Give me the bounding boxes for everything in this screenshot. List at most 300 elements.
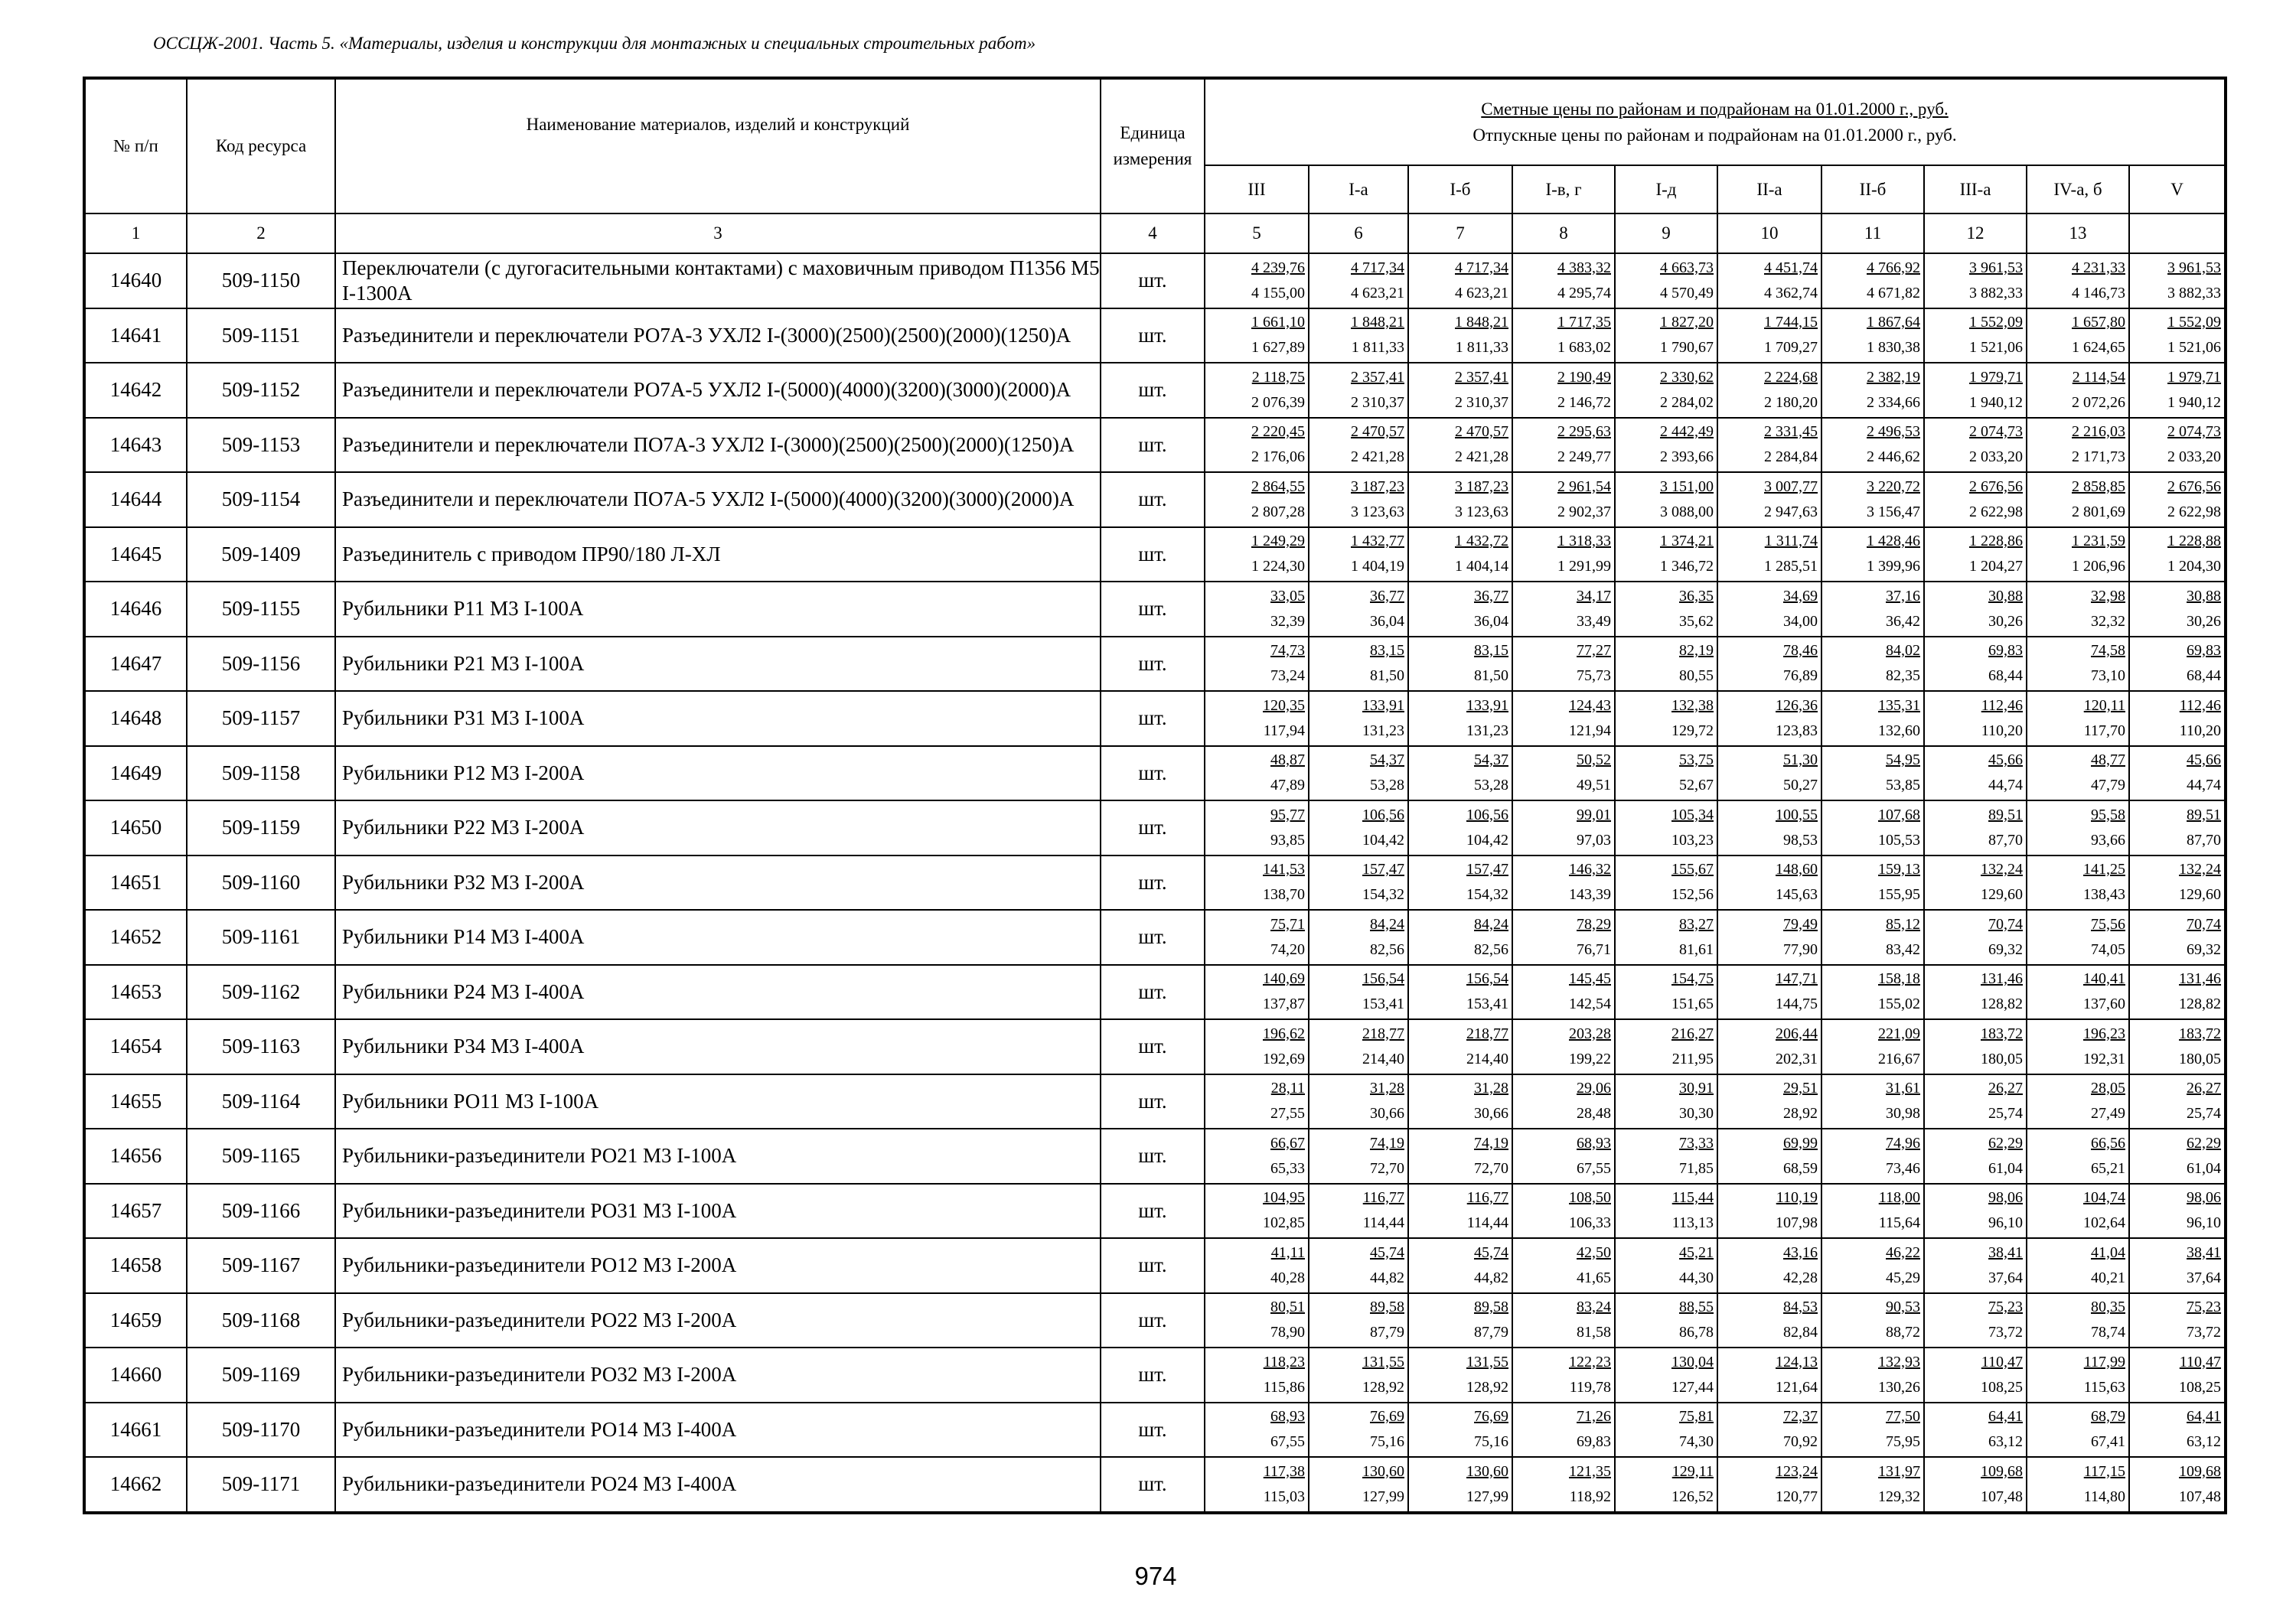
- estimate-price: 53,75: [1679, 751, 1714, 769]
- price-cell: [1717, 855, 1821, 911]
- release-price: 180,05: [1981, 1050, 2023, 1067]
- release-price: 143,39: [1569, 886, 1611, 904]
- estimate-price: 45,66: [1988, 751, 2023, 769]
- price-cell: [1408, 418, 1512, 473]
- item-name: Разъединители и переключатели ПО7А-3 УХЛ2 I-(3000)(2500)(2500)(2000)(1250)А: [335, 418, 1101, 473]
- estimate-price: 70,74: [1988, 915, 2023, 933]
- estimate-price: 155,67: [1671, 861, 1714, 878]
- item-name: Переключатели (с дугогасительными контактами) с маховичным приводом П1356 М5 I-1300А: [335, 253, 1101, 308]
- price-cell: [1821, 746, 1924, 801]
- estimate-price: 68,93: [1270, 1408, 1305, 1426]
- price-cell: [1408, 1457, 1512, 1513]
- estimate-price: 76,69: [1474, 1408, 1508, 1426]
- release-price: 214,40: [1362, 1050, 1404, 1067]
- estimate-price: 203,28: [1569, 1025, 1611, 1042]
- price-cell: [1309, 253, 1408, 308]
- resource-code: 509-1154: [187, 472, 335, 527]
- estimate-price: 115,44: [1671, 1189, 1714, 1207]
- release-price: 72,70: [1370, 1159, 1404, 1177]
- release-price: 153,41: [1466, 996, 1508, 1013]
- price-cell: [1205, 746, 1309, 801]
- release-price: 1 683,02: [1557, 339, 1611, 357]
- table-row: [84, 472, 2226, 527]
- table-row: [84, 910, 2226, 965]
- price-cell: [1309, 418, 1408, 473]
- price-cell: [1512, 363, 1615, 418]
- estimate-price: 3 961,53: [1969, 259, 2023, 276]
- estimate-price: 83,24: [1577, 1299, 1611, 1316]
- unit: шт.: [1101, 1403, 1205, 1458]
- row-number: 14647: [84, 637, 187, 692]
- estimate-price: 30,88: [1988, 587, 2023, 605]
- estimate-price: 123,24: [1776, 1462, 1818, 1480]
- price-cell: [1717, 582, 1821, 637]
- resource-code: 509-1152: [187, 363, 335, 418]
- release-price: 2 171,73: [2072, 448, 2125, 466]
- release-price: 75,73: [1577, 667, 1611, 685]
- price-cell: [1512, 418, 1615, 473]
- resource-code: 509-1155: [187, 582, 335, 637]
- estimate-price: 2 074,73: [2167, 423, 2222, 441]
- estimate-price: 99,01: [1577, 806, 1611, 823]
- release-price: 2 284,02: [1660, 393, 1714, 411]
- release-price: 3 156,47: [1867, 503, 1920, 520]
- table-row: [84, 582, 2226, 637]
- price-cell: [1512, 1184, 1615, 1239]
- release-price: 70,92: [1783, 1433, 1818, 1451]
- price-cell: [1615, 1348, 1717, 1403]
- column-number: 5: [1205, 213, 1309, 253]
- price-cell: [2027, 527, 2129, 582]
- price-cell: [2129, 472, 2226, 527]
- price-cell: [1615, 1238, 1717, 1293]
- price-table: [83, 77, 2227, 1514]
- release-price: 121,64: [1776, 1378, 1818, 1396]
- table-row: [84, 1403, 2226, 1458]
- release-price: 1 291,99: [1557, 558, 1611, 575]
- price-cell: [2129, 1348, 2226, 1403]
- price-cell: [1512, 1403, 1615, 1458]
- resource-code: 509-1156: [187, 637, 335, 692]
- price-cell: [1615, 527, 1717, 582]
- release-price: 2 421,28: [1455, 448, 1508, 466]
- price-cell: [1309, 1184, 1408, 1239]
- release-price: 3 882,33: [2167, 284, 2222, 301]
- release-price: 32,32: [2091, 612, 2125, 630]
- resource-code: 509-1162: [187, 965, 335, 1020]
- release-price: 44,30: [1679, 1269, 1714, 1286]
- estimate-price: 131,97: [1878, 1462, 1920, 1480]
- release-price: 199,22: [1569, 1050, 1611, 1067]
- price-cell: [2027, 418, 2129, 473]
- release-price: 76,71: [1577, 940, 1611, 958]
- table-row: [84, 1074, 2226, 1129]
- estimate-price: 84,53: [1783, 1299, 1818, 1316]
- region-header: II-а: [1717, 165, 1821, 213]
- row-number: 14655: [84, 1074, 187, 1129]
- price-cell: [1924, 253, 2027, 308]
- release-price: 83,42: [1886, 940, 1920, 958]
- estimate-price: 38,41: [2187, 1243, 2222, 1261]
- estimate-price: 4 717,34: [1455, 259, 1508, 276]
- release-price: 81,58: [1577, 1324, 1611, 1341]
- release-price: 180,05: [2179, 1050, 2222, 1067]
- price-cell: [1821, 965, 1924, 1020]
- release-price: 33,49: [1577, 612, 1611, 630]
- estimate-price: 30,91: [1679, 1080, 1714, 1097]
- estimate-price: 196,23: [2083, 1025, 2125, 1042]
- price-cell: [1309, 910, 1408, 965]
- estimate-price: 4 451,74: [1764, 259, 1818, 276]
- release-price: 76,89: [1783, 667, 1818, 685]
- row-number: 14661: [84, 1403, 187, 1458]
- price-cell: [1615, 746, 1717, 801]
- item-name: Рубильники Р24 М3 I-400А: [335, 965, 1101, 1020]
- release-price: 2 393,66: [1660, 448, 1714, 466]
- table-row: [84, 1457, 2226, 1513]
- price-cell: [1408, 1019, 1512, 1074]
- estimate-price: 46,22: [1886, 1243, 1920, 1261]
- price-cell: [1821, 910, 1924, 965]
- release-price: 1 521,06: [1969, 339, 2023, 357]
- estimate-price: 100,55: [1776, 806, 1818, 823]
- release-price: 67,41: [2091, 1433, 2125, 1451]
- price-cell: [1924, 1348, 2027, 1403]
- release-price: 110,20: [2179, 722, 2222, 739]
- estimate-price: 117,38: [1263, 1462, 1305, 1480]
- release-price: 138,70: [1263, 886, 1305, 904]
- price-cell: [2129, 363, 2226, 418]
- release-price: 1 204,27: [1969, 558, 2023, 575]
- column-number: 11: [1821, 213, 1924, 253]
- price-cell: [1717, 1184, 1821, 1239]
- price-cell: [1205, 800, 1309, 855]
- price-cell: [1512, 1293, 1615, 1348]
- estimate-price: 116,77: [1362, 1189, 1404, 1207]
- release-price: 2 146,72: [1557, 393, 1611, 411]
- item-name: Рубильники Р32 М3 I-200А: [335, 855, 1101, 911]
- estimate-price: 132,93: [1878, 1353, 1920, 1370]
- release-price: 104,42: [1466, 831, 1508, 849]
- release-price: 93,66: [2091, 831, 2125, 849]
- estimate-price: 131,55: [1362, 1353, 1404, 1370]
- release-price: 192,31: [2083, 1050, 2125, 1067]
- price-cell: [1408, 691, 1512, 746]
- release-price: 40,28: [1270, 1269, 1305, 1286]
- release-price: 73,10: [2091, 667, 2125, 685]
- estimate-price: 43,16: [1783, 1243, 1818, 1261]
- release-price: 110,20: [1981, 722, 2023, 739]
- item-name: Рубильники-разъединители РО12 М3 I-200А: [335, 1238, 1101, 1293]
- estimate-price: 74,96: [1886, 1134, 1920, 1152]
- table-row: [84, 855, 2226, 911]
- release-price: 1 521,06: [2167, 339, 2222, 357]
- region-header: III: [1205, 165, 1309, 213]
- estimate-price: 4 717,34: [1351, 259, 1404, 276]
- price-cell: [1924, 855, 2027, 911]
- region-header: I-а: [1309, 165, 1408, 213]
- price-cell: [1205, 308, 1309, 363]
- price-cell: [2027, 1293, 2129, 1348]
- estimate-price: 95,58: [2091, 806, 2125, 823]
- price-cell: [2129, 691, 2226, 746]
- price-cell: [1717, 1403, 1821, 1458]
- price-cell: [1408, 1238, 1512, 1293]
- release-price: 40,21: [2091, 1269, 2125, 1286]
- price-cell: [1717, 1019, 1821, 1074]
- resource-code: 509-1153: [187, 418, 335, 473]
- price-cell: [1821, 1293, 1924, 1348]
- price-cell: [1205, 691, 1309, 746]
- price-cell: [1309, 800, 1408, 855]
- release-price: 155,95: [1878, 886, 1920, 904]
- release-price: 2 807,28: [1251, 503, 1305, 520]
- price-cell: [2027, 1129, 2129, 1184]
- price-cell: [1717, 308, 1821, 363]
- price-cell: [1924, 1457, 2027, 1513]
- price-cell: [1205, 1457, 1309, 1513]
- estimate-price: 31,61: [1886, 1080, 1920, 1097]
- price-cell: [1717, 691, 1821, 746]
- estimate-price: 2 470,57: [1455, 423, 1508, 441]
- price-cell: [1615, 363, 1717, 418]
- release-price: 69,83: [1577, 1433, 1611, 1451]
- release-price: 30,26: [2187, 612, 2222, 630]
- release-price: 104,42: [1362, 831, 1404, 849]
- release-price: 1 627,89: [1251, 339, 1305, 357]
- estimate-price: 83,15: [1474, 642, 1508, 660]
- estimate-price: 1 311,74: [1764, 533, 1818, 550]
- table-row: [84, 1184, 2226, 1239]
- price-cell: [1408, 746, 1512, 801]
- item-name: Рубильники Р11 М3 I-100А: [335, 582, 1101, 637]
- row-number: 14648: [84, 691, 187, 746]
- price-cell: [1512, 1074, 1615, 1129]
- estimate-price: 104,74: [2083, 1189, 2125, 1207]
- release-price: 155,02: [1878, 996, 1920, 1013]
- release-price: 25,74: [1988, 1105, 2023, 1123]
- estimate-price: 2 074,73: [1969, 423, 2023, 441]
- estimate-price: 41,11: [1270, 1243, 1305, 1261]
- release-price: 127,44: [1671, 1378, 1714, 1396]
- estimate-price: 32,98: [2091, 587, 2125, 605]
- release-price: 214,40: [1466, 1050, 1508, 1067]
- estimate-price: 117,99: [2083, 1353, 2125, 1370]
- price-cell: [1408, 910, 1512, 965]
- estimate-price: 3 187,23: [1455, 477, 1508, 495]
- release-price: 1 206,96: [2072, 558, 2125, 575]
- unit: шт.: [1101, 1019, 1205, 1074]
- release-price: 86,78: [1679, 1324, 1714, 1341]
- estimate-price: 141,25: [2083, 861, 2125, 878]
- release-price: 27,55: [1270, 1105, 1305, 1123]
- estimate-price: 64,41: [1988, 1408, 2023, 1426]
- price-cell: [1512, 1019, 1615, 1074]
- estimate-price: 133,91: [1362, 696, 1404, 714]
- estimate-price: 130,60: [1362, 1462, 1404, 1480]
- price-cell: [1205, 1184, 1309, 1239]
- estimate-price: 73,33: [1679, 1134, 1714, 1152]
- price-cell: [1717, 253, 1821, 308]
- price-cell: [1408, 1403, 1512, 1458]
- release-price: 107,48: [2179, 1488, 2222, 1505]
- price-cell: [1924, 691, 2027, 746]
- release-price: 4 362,74: [1764, 284, 1818, 301]
- price-cell: [2129, 582, 2226, 637]
- price-cell: [1512, 746, 1615, 801]
- estimate-price: 2 224,68: [1764, 368, 1818, 386]
- release-price: 81,50: [1474, 667, 1508, 685]
- release-price: 2 072,26: [2072, 393, 2125, 411]
- estimate-price: 141,53: [1263, 861, 1305, 878]
- price-cell: [1408, 363, 1512, 418]
- resource-code: 509-1159: [187, 800, 335, 855]
- release-price: 123,83: [1776, 722, 1818, 739]
- price-cell: [1821, 1184, 1924, 1239]
- release-price: 27,49: [2091, 1105, 2125, 1123]
- price-cell: [1821, 253, 1924, 308]
- release-price: 152,56: [1671, 886, 1714, 904]
- estimate-price: 109,68: [1981, 1462, 2023, 1480]
- release-price: 65,21: [2091, 1159, 2125, 1177]
- price-cell: [1512, 582, 1615, 637]
- resource-code: 509-1160: [187, 855, 335, 911]
- row-number: 14654: [84, 1019, 187, 1074]
- resource-code: 509-1158: [187, 746, 335, 801]
- estimate-price: 54,37: [1474, 751, 1508, 769]
- release-price: 117,94: [1263, 722, 1305, 739]
- estimate-price: 112,46: [1981, 696, 2023, 714]
- estimate-price: 74,73: [1270, 642, 1305, 660]
- col-header-name: Наименование материалов, изделий и конструкций: [335, 78, 1101, 213]
- release-price: 2 310,37: [1351, 393, 1404, 411]
- col-header-unit: Единица измерения: [1101, 78, 1205, 213]
- estimate-price: 76,69: [1370, 1408, 1404, 1426]
- estimate-price: 130,04: [1671, 1353, 1714, 1370]
- estimate-price: 112,46: [2179, 696, 2222, 714]
- release-price: 115,64: [1878, 1214, 1920, 1232]
- price-cell: [1512, 1238, 1615, 1293]
- estimate-price: 3 187,23: [1351, 477, 1404, 495]
- estimate-price: 110,47: [1981, 1353, 2023, 1370]
- price-cell: [1512, 472, 1615, 527]
- estimate-price: 2 961,54: [1557, 477, 1611, 495]
- release-price: 44,74: [2187, 777, 2222, 794]
- estimate-price: 98,06: [2187, 1189, 2222, 1207]
- price-cell: [1512, 800, 1615, 855]
- row-number: 14658: [84, 1238, 187, 1293]
- release-price: 93,85: [1270, 831, 1305, 849]
- release-price: 131,23: [1362, 722, 1404, 739]
- release-price: 81,50: [1370, 667, 1404, 685]
- release-price: 115,03: [1263, 1488, 1305, 1505]
- release-price: 4 671,82: [1867, 284, 1920, 301]
- release-price: 44,82: [1474, 1269, 1508, 1286]
- estimate-price: 2 331,45: [1764, 423, 1818, 441]
- item-name: Рубильники-разъединители РО22 М3 I-200А: [335, 1293, 1101, 1348]
- price-cell: [2129, 253, 2226, 308]
- price-cell: [1408, 637, 1512, 692]
- release-price: 121,94: [1569, 722, 1611, 739]
- price-cell: [1717, 1074, 1821, 1129]
- price-cell: [2027, 1238, 2129, 1293]
- price-cell: [1717, 363, 1821, 418]
- estimate-price: 36,77: [1370, 587, 1404, 605]
- estimate-price: 218,77: [1466, 1025, 1508, 1042]
- estimate-price: 69,99: [1783, 1134, 1818, 1152]
- release-price: 96,10: [1988, 1214, 2023, 1232]
- estimate-price: 122,23: [1569, 1353, 1611, 1370]
- release-price: 1 404,14: [1455, 558, 1508, 575]
- estimate-price: 1 374,21: [1660, 533, 1714, 550]
- column-number: 10: [1717, 213, 1821, 253]
- item-name: Рубильники РО11 М3 I-100А: [335, 1074, 1101, 1129]
- price-cell: [1408, 1348, 1512, 1403]
- row-number: 14659: [84, 1293, 187, 1348]
- estimate-price: 84,02: [1886, 642, 1920, 660]
- release-price: 114,44: [1362, 1214, 1404, 1232]
- table-row: [84, 308, 2226, 363]
- price-cell: [1615, 1403, 1717, 1458]
- release-price: 68,44: [1988, 667, 2023, 685]
- release-price: 144,75: [1776, 996, 1818, 1013]
- price-cell: [2129, 1403, 2226, 1458]
- release-price: 1 204,30: [2167, 558, 2222, 575]
- item-name: Рубильники Р22 М3 I-200А: [335, 800, 1101, 855]
- item-name: Разъединитель с приводом ПР90/180 Л-ХЛ: [335, 527, 1101, 582]
- row-number: 14642: [84, 363, 187, 418]
- release-price: 75,16: [1474, 1433, 1508, 1451]
- release-price: 129,72: [1671, 722, 1714, 739]
- release-price: 73,46: [1886, 1159, 1920, 1177]
- estimate-price: 1 827,20: [1660, 314, 1714, 331]
- release-price: 30,30: [1679, 1105, 1714, 1123]
- item-name: Разъединители и переключатели РО7А-3 УХЛ2 I-(3000)(2500)(2500)(2000)(1250)А: [335, 308, 1101, 363]
- price-cell: [1408, 1293, 1512, 1348]
- price-cell: [1924, 910, 2027, 965]
- price-cell: [1408, 472, 1512, 527]
- price-cell: [1821, 1457, 1924, 1513]
- estimate-price: 4 231,33: [2072, 259, 2125, 276]
- price-cell: [1615, 691, 1717, 746]
- estimate-price: 108,50: [1569, 1189, 1611, 1207]
- release-price: 34,00: [1783, 612, 1818, 630]
- release-price: 105,53: [1878, 831, 1920, 849]
- release-price: 1 624,65: [2072, 339, 2125, 357]
- release-price: 74,20: [1270, 940, 1305, 958]
- table-row: [84, 363, 2226, 418]
- release-price: 137,60: [2083, 996, 2125, 1013]
- estimate-price: 1 231,59: [2072, 533, 2125, 550]
- column-number: 6: [1309, 213, 1408, 253]
- release-price: 67,55: [1577, 1159, 1611, 1177]
- item-name: Рубильники-разъединители РО24 М3 I-400А: [335, 1457, 1101, 1513]
- price-cell: [1408, 527, 1512, 582]
- estimate-price: 42,50: [1577, 1243, 1611, 1261]
- release-price: 75,95: [1886, 1433, 1920, 1451]
- estimate-price: 216,27: [1671, 1025, 1714, 1042]
- release-price: 154,32: [1466, 886, 1508, 904]
- release-price: 211,95: [1671, 1050, 1714, 1067]
- estimate-price: 74,19: [1370, 1134, 1404, 1152]
- price-cell: [1205, 1293, 1309, 1348]
- estimate-price: 1 717,35: [1557, 314, 1611, 331]
- release-price: 73,72: [1988, 1324, 2023, 1341]
- release-price: 2 622,98: [1969, 503, 2023, 520]
- release-price: 107,48: [1981, 1488, 2023, 1505]
- release-price: 28,48: [1577, 1105, 1611, 1123]
- estimate-price: 36,35: [1679, 587, 1714, 605]
